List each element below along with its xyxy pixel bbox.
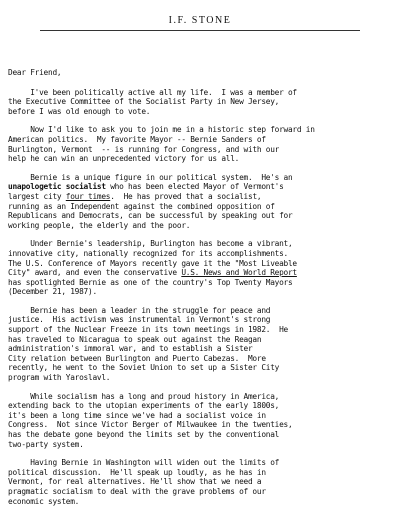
paragraph-line bbox=[8, 430, 396, 440]
underlined-text: U.S. News and World Report bbox=[181, 268, 297, 278]
text-segment: has traveled to Nicaragua to speak out against the Reagan bbox=[8, 334, 262, 344]
paragraph-line bbox=[8, 88, 396, 98]
text-segment: pragmatic socialism to deal with the grave problems of our bbox=[8, 486, 266, 496]
paragraph-line bbox=[8, 401, 396, 411]
text-segment: Bernie has been a leader in the struggle for peace and bbox=[8, 305, 271, 315]
paragraph-line bbox=[8, 97, 396, 107]
paragraph-line bbox=[8, 477, 396, 487]
text-segment: . He has proved that a socialist, bbox=[110, 191, 262, 201]
paragraph-line bbox=[8, 192, 396, 202]
text-segment: extending back to the utopian experiments of the early 1800s, bbox=[8, 401, 280, 411]
paragraph-line bbox=[8, 411, 396, 421]
paragraph-line bbox=[8, 440, 396, 450]
paragraph-line bbox=[8, 135, 396, 145]
paragraph-line bbox=[8, 154, 396, 164]
text-segment: City" award, and even the conservative bbox=[8, 268, 182, 278]
text-segment: Republicans and Democrats, can be successful by speaking out for bbox=[8, 211, 293, 221]
text-segment: before I was old enough to vote. bbox=[8, 106, 151, 116]
paragraph-line bbox=[8, 287, 396, 297]
paragraph-line bbox=[8, 125, 396, 135]
paragraph-line bbox=[8, 306, 396, 316]
paragraph-line bbox=[8, 335, 396, 345]
text-segment: working people, the elderly and the poor. bbox=[8, 220, 191, 230]
paragraph-line bbox=[8, 268, 396, 278]
text-segment: Vermont, for real alternatives. He'll show that we need a bbox=[8, 477, 262, 487]
paragraph-line bbox=[8, 249, 396, 259]
text-segment: political discussion. He'll speak up loudly, as he has in bbox=[8, 467, 266, 477]
paragraph bbox=[8, 239, 396, 297]
paragraph bbox=[8, 458, 396, 506]
text-segment: economic system. bbox=[8, 496, 80, 506]
paragraph bbox=[8, 88, 396, 117]
text-segment: (December 21, 1987). bbox=[8, 287, 97, 297]
text-segment: has spotlighted Bernie as one of the country's Top Twenty Mayors bbox=[8, 277, 293, 287]
paragraph-line bbox=[8, 354, 396, 364]
paragraph-line bbox=[8, 239, 396, 249]
text-segment: American politics. My favorite Mayor -- Bernie Sanders of bbox=[8, 134, 266, 144]
paragraph-line bbox=[8, 259, 396, 269]
paragraph-line bbox=[8, 107, 396, 117]
paragraph-line bbox=[8, 373, 396, 383]
text-segment: program with Yaroslavl. bbox=[8, 373, 111, 383]
salutation: Dear Friend, bbox=[8, 68, 62, 77]
letter-body bbox=[8, 68, 396, 515]
text-segment: support of the Nuclear Freeze in its town meetings in 1982. He bbox=[8, 325, 288, 335]
text-segment: administration's immoral war, and to establish a Sister bbox=[8, 344, 253, 354]
paragraph-line bbox=[8, 221, 396, 231]
text-segment: Bernie is a unique figure in our political system. He's an bbox=[8, 172, 293, 182]
text-segment: Burlington, Vermont -- is running for Congress, and with our bbox=[8, 144, 280, 154]
paragraph-line bbox=[8, 173, 396, 183]
text-segment: recently, he went to the Soviet Union to set up a Sister City bbox=[8, 363, 280, 373]
paragraph bbox=[8, 125, 396, 163]
paragraph-line bbox=[8, 497, 396, 507]
text-segment: running as an Independent against the combined opposition of bbox=[8, 201, 275, 211]
paragraph-line bbox=[8, 202, 396, 212]
text-segment: City relation between Burlington and Puerto Cabezas. More bbox=[8, 353, 266, 363]
text-segment: it's been a long time since we've had a socialist voice in bbox=[8, 410, 266, 420]
paragraph bbox=[8, 173, 396, 231]
text-segment: Having Bernie in Washington will widen out the limits of bbox=[8, 458, 280, 468]
paragraph-line bbox=[8, 344, 396, 354]
paragraph-line bbox=[8, 468, 396, 478]
text-segment: the Executive Committee of the Socialist Party in New Jersey, bbox=[8, 97, 280, 107]
paragraph-line bbox=[8, 145, 396, 155]
underlined-text: four times bbox=[65, 191, 111, 201]
paragraph-line bbox=[8, 487, 396, 497]
text-segment: help he can win an unprecedented victory for us all. bbox=[8, 154, 240, 164]
paragraph-line bbox=[8, 278, 396, 288]
text-segment: innovative city, nationally recognized for its accomplishments. bbox=[8, 248, 288, 258]
letterhead-name: I.F. STONE bbox=[168, 15, 232, 26]
text-segment: has the debate gone beyond the limits set by the conventional bbox=[8, 430, 280, 439]
paragraph-line bbox=[8, 182, 396, 192]
letterhead-rule bbox=[40, 30, 360, 31]
paragraph-line bbox=[8, 363, 396, 373]
paragraphs bbox=[8, 88, 396, 507]
text-segment: two-party system. bbox=[8, 439, 84, 449]
paragraph bbox=[8, 392, 396, 450]
bold-text: unapologetic socialist bbox=[8, 182, 106, 192]
paragraph-line bbox=[8, 420, 396, 430]
text-segment: largest city bbox=[8, 191, 66, 201]
text-segment: Under Bernie's leadership, Burlington has become a vibrant, bbox=[8, 239, 293, 249]
paragraph-line bbox=[8, 315, 396, 325]
paragraph-line bbox=[8, 325, 396, 335]
paragraph-line bbox=[8, 392, 396, 402]
paragraph-line bbox=[8, 211, 396, 221]
text-segment: The U.S. Conference of Mayors recently gave it the "Most Liveable bbox=[8, 258, 297, 268]
text-segment: I've been politically active all my life. I was a member of bbox=[8, 87, 297, 97]
letterhead bbox=[0, 8, 400, 31]
paragraph bbox=[8, 306, 396, 383]
text-segment: Now I'd like to ask you to join me in a historic step forward in bbox=[8, 125, 315, 135]
text-segment: justice. His activism was instrumental in Vermont's strong bbox=[8, 315, 271, 325]
text-segment: While socialism has a long and proud history in America, bbox=[8, 391, 280, 401]
paragraph-line bbox=[8, 458, 396, 468]
text-segment: Congress. Not since Victor Berger of Milwaukee in the twenties, bbox=[8, 420, 293, 430]
text-segment: who has been elected Mayor of Vermont's bbox=[105, 182, 284, 192]
